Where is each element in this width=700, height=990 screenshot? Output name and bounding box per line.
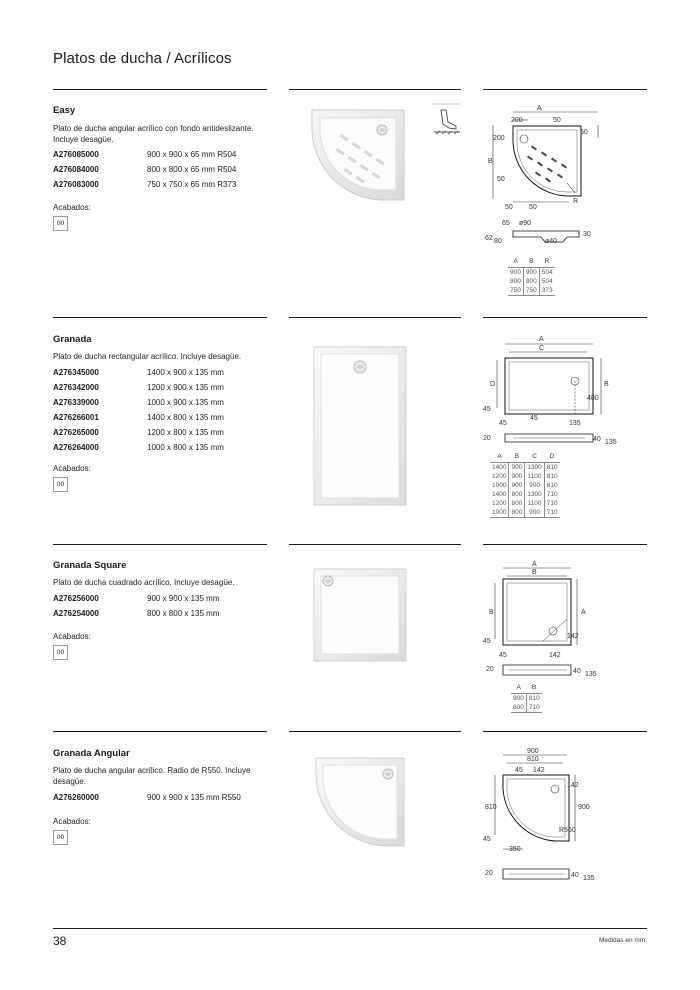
product-code: A276256000 — [53, 594, 99, 603]
table-header: B — [529, 258, 534, 265]
dim-label: 62 — [485, 235, 493, 242]
product-code-row — [53, 410, 224, 425]
section-rule — [53, 89, 267, 90]
table-row — [511, 694, 542, 704]
product-code: A276260000 — [53, 793, 99, 802]
dim-label: 45 — [483, 836, 491, 843]
table-header: A — [497, 453, 502, 460]
product-spec: 800 x 800 x 65 mm R504 — [147, 165, 237, 174]
product-code-list — [53, 790, 241, 805]
table-row — [490, 481, 560, 490]
product-code-row — [53, 147, 236, 162]
table-cell: 800 — [509, 499, 525, 508]
product-code-row — [53, 380, 224, 395]
table-cell: 800 — [513, 704, 524, 711]
product-photo-granada — [310, 343, 410, 508]
table-row — [490, 463, 560, 473]
table-row — [508, 286, 555, 296]
dim-label: A — [539, 336, 544, 343]
dim-label: 20 — [486, 666, 494, 673]
dim-label: 142 — [567, 782, 579, 789]
dim-label: 50 — [580, 129, 588, 136]
product-code-row — [53, 790, 241, 805]
product-spec: 1000 x 900 x 135 mm — [147, 398, 224, 407]
table-cell: 504 — [539, 277, 554, 286]
dim-label: 20 — [485, 870, 493, 877]
section-rule — [289, 544, 461, 545]
product-code: A276266001 — [53, 413, 99, 422]
dim-label: 50 — [529, 204, 537, 211]
table-cell: 1300 — [525, 463, 544, 473]
product-spec: 1400 x 800 x 135 mm — [147, 413, 224, 422]
table-cell: 900 — [525, 508, 544, 518]
table-cell: 1200 — [492, 500, 507, 507]
table-header: A — [516, 684, 521, 691]
dim-label: 135 — [585, 671, 597, 678]
dimension-table-easy — [508, 258, 555, 296]
technical-drawing-granada-square — [483, 557, 648, 717]
table-row — [508, 268, 555, 278]
product-spec: 900 x 900 x 135 mm — [147, 594, 220, 603]
table-cell: 710 — [544, 508, 559, 518]
dim-label: 810 — [485, 804, 497, 811]
product-code: A276265000 — [53, 428, 99, 437]
product-name: Easy — [53, 105, 76, 116]
product-code: A276254000 — [53, 609, 99, 618]
dim-label: 350 — [509, 846, 521, 853]
dim-label: 400 — [587, 395, 599, 402]
table-cell: 1000 — [492, 509, 507, 516]
dim-label: 900 — [578, 804, 590, 811]
table-cell: 810 — [526, 694, 541, 704]
dim-label: 40 — [593, 436, 601, 443]
dim-label: R — [573, 198, 579, 205]
technical-drawing-granada — [483, 330, 648, 460]
dim-label: A — [537, 105, 542, 112]
dim-label: 45 — [483, 406, 491, 413]
dim-label: 40 — [571, 872, 579, 879]
finish-swatch[interactable]: 00 — [53, 645, 68, 660]
finish-swatch[interactable]: 00 — [53, 216, 68, 231]
table-cell: 900 — [513, 695, 524, 702]
section-rule — [289, 731, 461, 732]
product-photo-granada-square — [308, 565, 410, 665]
table-header: D — [549, 453, 555, 460]
section-rule — [483, 89, 647, 90]
section-rule — [289, 89, 461, 90]
table-cell: 900 — [509, 481, 525, 490]
table-cell: 900 — [510, 269, 521, 276]
table-cell: 900 — [523, 268, 539, 278]
dim-label: 142 — [567, 633, 579, 640]
product-description: Plato de ducha cuadrado acrílico. Incluye desagüe. — [53, 578, 235, 587]
dim-label: 200 — [511, 117, 523, 124]
product-code: A276084000 — [53, 165, 99, 174]
finish-label: Acabados: — [53, 464, 91, 473]
dim-label: 135 — [605, 439, 617, 446]
dim-label: C — [539, 345, 545, 352]
product-spec: 750 x 750 x 65 mm R373 — [147, 180, 237, 189]
product-description: Plato de ducha angular acrílico con fondo antideslizante. Incluye desagüe. — [53, 124, 254, 144]
product-spec: 1200 x 900 x 135 mm — [147, 383, 224, 392]
table-cell: 900 — [525, 481, 544, 490]
section-rule — [53, 544, 267, 545]
dim-label: 135 — [569, 420, 581, 427]
product-code-row — [53, 177, 236, 192]
table-row — [490, 499, 560, 508]
finish-label: Acabados: — [53, 817, 91, 826]
table-cell: 900 — [509, 472, 525, 481]
product-code-list — [53, 147, 236, 192]
product-name: Granada Square — [53, 560, 127, 571]
dim-label: 200 — [493, 135, 505, 142]
footer-note: Medidas en mm. — [598, 937, 647, 944]
section-rule — [53, 731, 267, 732]
table-cell: 1000 — [492, 482, 507, 489]
product-description: Plato de ducha rectangular acrílico. Incluye desagüe. — [53, 352, 242, 361]
dim-label: R550 — [559, 827, 576, 834]
dim-label: B — [532, 569, 537, 576]
dim-label: 65 — [502, 220, 510, 227]
section-rule — [483, 317, 647, 318]
table-cell: 810 — [544, 472, 559, 481]
dim-label: 40 — [573, 668, 581, 675]
dim-label: ø90 — [519, 220, 532, 227]
technical-drawing-granada-angular — [483, 745, 648, 885]
product-description: Plato de ducha angular acrílico. Radio de R550. Incluye desagüe. — [53, 766, 251, 786]
table-cell: 900 — [509, 463, 525, 473]
dim-label: 142 — [549, 652, 561, 659]
product-code: A276083000 — [53, 180, 99, 189]
product-spec: 900 x 900 x 135 mm R550 — [147, 793, 241, 802]
table-cell: 504 — [539, 268, 554, 278]
table-cell: 373 — [539, 286, 554, 296]
product-code: A276342000 — [53, 383, 99, 392]
dim-label: B — [604, 381, 609, 388]
dim-label: 30 — [583, 231, 591, 238]
table-cell: 750 — [523, 286, 539, 296]
table-cell: 810 — [544, 463, 559, 473]
table-header: R — [544, 258, 550, 265]
table-cell: 800 — [509, 490, 525, 499]
table-cell: 1200 — [492, 473, 507, 480]
dim-label: 50 — [497, 176, 505, 183]
table-header: C — [532, 453, 537, 460]
table-cell: 800 — [509, 508, 525, 518]
dim-label: A — [581, 609, 586, 616]
dim-label: 50 — [505, 204, 513, 211]
product-photo-granada-angular — [310, 752, 410, 850]
dim-label: 45 — [499, 652, 507, 659]
product-code-list — [53, 591, 219, 621]
product-code: A276264000 — [53, 443, 99, 452]
dim-label: 900 — [527, 748, 539, 755]
dim-label: 80 — [494, 238, 502, 245]
dimension-table-granada — [490, 453, 560, 518]
table-row — [490, 490, 560, 499]
product-spec: 1400 x 900 x 135 mm — [147, 368, 224, 377]
finish-swatch[interactable]: 00 — [53, 477, 68, 492]
table-cell: 1100 — [525, 499, 544, 508]
dim-label: 135 — [583, 875, 595, 882]
anti-slip-foot-icon — [430, 102, 462, 136]
section-rule — [483, 731, 647, 732]
table-cell: 810 — [544, 481, 559, 490]
dim-label: 45 — [499, 420, 507, 427]
dim-label: 50 — [553, 117, 561, 124]
dim-label: 20 — [483, 435, 491, 442]
table-cell: 710 — [544, 499, 559, 508]
table-cell: 1400 — [492, 491, 507, 498]
product-spec: 900 x 900 x 65 mm R504 — [147, 150, 237, 159]
finish-label: Acabados: — [53, 632, 91, 641]
product-code-list — [53, 365, 224, 455]
product-code: A276339000 — [53, 398, 99, 407]
section-rule — [53, 317, 267, 318]
product-name: Granada — [53, 334, 92, 345]
product-code-row — [53, 395, 224, 410]
product-name: Granada Angular — [53, 748, 130, 759]
product-code-row — [53, 365, 224, 380]
dim-label: 45 — [530, 415, 538, 422]
product-code: A276345000 — [53, 368, 99, 377]
table-cell: 710 — [544, 490, 559, 499]
section-rule — [289, 317, 461, 318]
finish-swatch[interactable]: 00 — [53, 830, 68, 845]
table-header: B — [531, 684, 537, 691]
page-number: 38 — [53, 934, 67, 948]
product-spec: 800 x 800 x 135 mm — [147, 609, 220, 618]
dim-label: 45 — [483, 638, 491, 645]
table-cell: 1400 — [492, 464, 507, 471]
footer-rule — [53, 928, 647, 929]
product-photo-easy — [300, 100, 410, 205]
product-code-row — [53, 440, 224, 455]
table-header: A — [513, 258, 518, 265]
product-spec: 1200 x 800 x 135 mm — [147, 428, 224, 437]
product-code-row — [53, 591, 219, 606]
table-cell: 1300 — [525, 490, 544, 499]
product-spec: 1000 x 800 x 135 mm — [147, 443, 224, 452]
product-code: A276085000 — [53, 150, 99, 159]
table-row — [508, 277, 555, 286]
product-code-row — [53, 162, 236, 177]
dim-label: A — [532, 561, 537, 568]
section-rule — [483, 544, 647, 545]
page-title: Platos de ducha / Acrílicos — [53, 50, 232, 67]
table-header: B — [514, 453, 520, 460]
dim-label: B — [489, 609, 494, 616]
dim-label: D — [490, 381, 496, 388]
table-row — [490, 472, 560, 481]
dim-label: 45 — [515, 767, 523, 774]
table-row — [490, 508, 560, 518]
table-cell: 710 — [526, 703, 541, 713]
table-row — [511, 703, 542, 713]
dim-label: 142 — [533, 767, 545, 774]
table-cell: 750 — [510, 287, 521, 294]
dimension-table-granada-square — [511, 684, 542, 713]
product-code-row — [53, 606, 219, 621]
table-cell: 1100 — [525, 472, 544, 481]
dim-label: 810 — [527, 756, 539, 763]
product-code-row — [53, 425, 224, 440]
table-cell: 800 — [523, 277, 539, 286]
finish-label: Acabados: — [53, 203, 91, 212]
dim-label: B — [488, 158, 493, 165]
dim-label: ø40 — [545, 238, 558, 245]
table-cell: 800 — [510, 278, 521, 285]
